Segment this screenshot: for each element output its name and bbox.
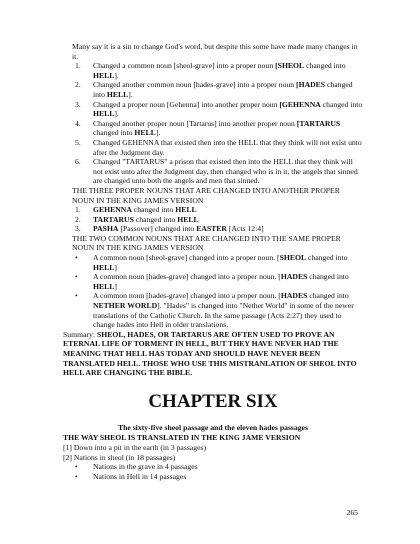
section-heading: THE WAY SHEOL IS TRANSLATED IN THE KING JAME VERSION (63, 433, 301, 443)
three-nouns-list (63, 205, 363, 234)
list-item: 4. Changed another proper noun [Tartarus] into another proper noun [TARTARUS changed into HELL]. (75, 118, 341, 138)
list-item: • A common noun [sheol-grave] changed into a proper noun. [SHEOL changed into HELL] (75, 253, 348, 272)
chapter-title: CHAPTER SIX (148, 390, 278, 412)
way-line-2: [2] Nations in sheol (in 18 passages) (63, 452, 176, 462)
changes-list (63, 61, 363, 186)
list-item: • Nations in the grave in 4 passages (75, 462, 198, 472)
bullet-icon: • (75, 462, 78, 472)
list-item: 2. TARTARUS changed into HELL (75, 214, 199, 224)
list-item: 1. Changed a common noun [sheol-grave] into a proper noun [SHEOL changed into HELL]. (75, 61, 346, 80)
two-nouns-list (63, 253, 363, 330)
page-number: 265 (346, 508, 358, 517)
bullet-icon: • (75, 272, 78, 282)
list-item: 6. Changed "TARTARUS" a prison that existed then into the HELL that they think will not exist unto after the Judgment day, then changed who is in it, the angels that sinned are changed unto both the angels and men that sinned. (75, 157, 358, 186)
intro-paragraph: Many say it is a sin to change God's word, but despite this some have made many changes in it. (72, 42, 358, 61)
summary-paragraph: Summary: SHEOL, HADES, OR TARTARUS ARE OFTEN USED TO PROVE AN ETERNAL LIFE OF TORMENT IN HELL, BUT THEY HAVE NEVER HAD THE MEANING THAT HELL HAS TODAY AND SHOULD HAVE NEVER BEEN TRANSLATED HELL. THOSE WHO USE THIS MISTRANLATION OF SHEOL INTO HELL ARE CHANGING THE BIBLE. (63, 329, 357, 378)
bullet-icon: • (75, 291, 78, 301)
three-nouns-heading: THE THREE PROPER NOUNS THAT ARE CHANGED INTO ANOTHER PROPER NOUN IN THE KING JAMES VERSION (72, 185, 340, 205)
bullet-icon: • (75, 471, 78, 481)
chapter-subtitle: The sixty-five sheol passage and the eleven hades passages (117, 422, 309, 432)
list-item: 2. Changed another common noun [hades-grave] into a proper noun [HADES changed into HELL]. (75, 80, 353, 99)
nations-list (63, 462, 363, 481)
list-item: • A common noun [hades-grave] changed into a proper noun. [HADES changed into HELL] (75, 272, 349, 291)
two-nouns-heading: THE TWO COMMON NOUNS THAT ARE CHANGED INTO THE SAME PROPER NOUN IN THE KING JAMES VERSION (72, 233, 341, 253)
list-item: 1. GEHENNA changed into HELL (75, 205, 197, 215)
list-item: 3. Changed a proper noun [Gehenna] into another proper noun [GEHENNA changed into HELL]. (75, 99, 363, 119)
way-line-1: [1] Down into a pit in the earth (in 3 passages) (63, 442, 207, 452)
bullet-icon: • (75, 253, 78, 263)
list-item: 5. Changed GEHENNA that existed then into the HELL that they think will not exist unto after the Judgment day. (75, 137, 362, 157)
list-item: • A common noun [hades-grave] changed into a proper noun. [HADES changed into NETHER WORLD]. "Hades" is changed into "Nether World" in some of the newer translations of the Catholic Church. In the same passage (Acts 2:27) they used to change hades into Hell in older translations. (75, 291, 354, 330)
list-item: 3. PASHA [Passover] changed into EASTER [Acts 12:4] (75, 224, 264, 234)
document-page (63, 42, 363, 481)
list-item: • Nations in Hell in 14 passages (75, 471, 187, 481)
